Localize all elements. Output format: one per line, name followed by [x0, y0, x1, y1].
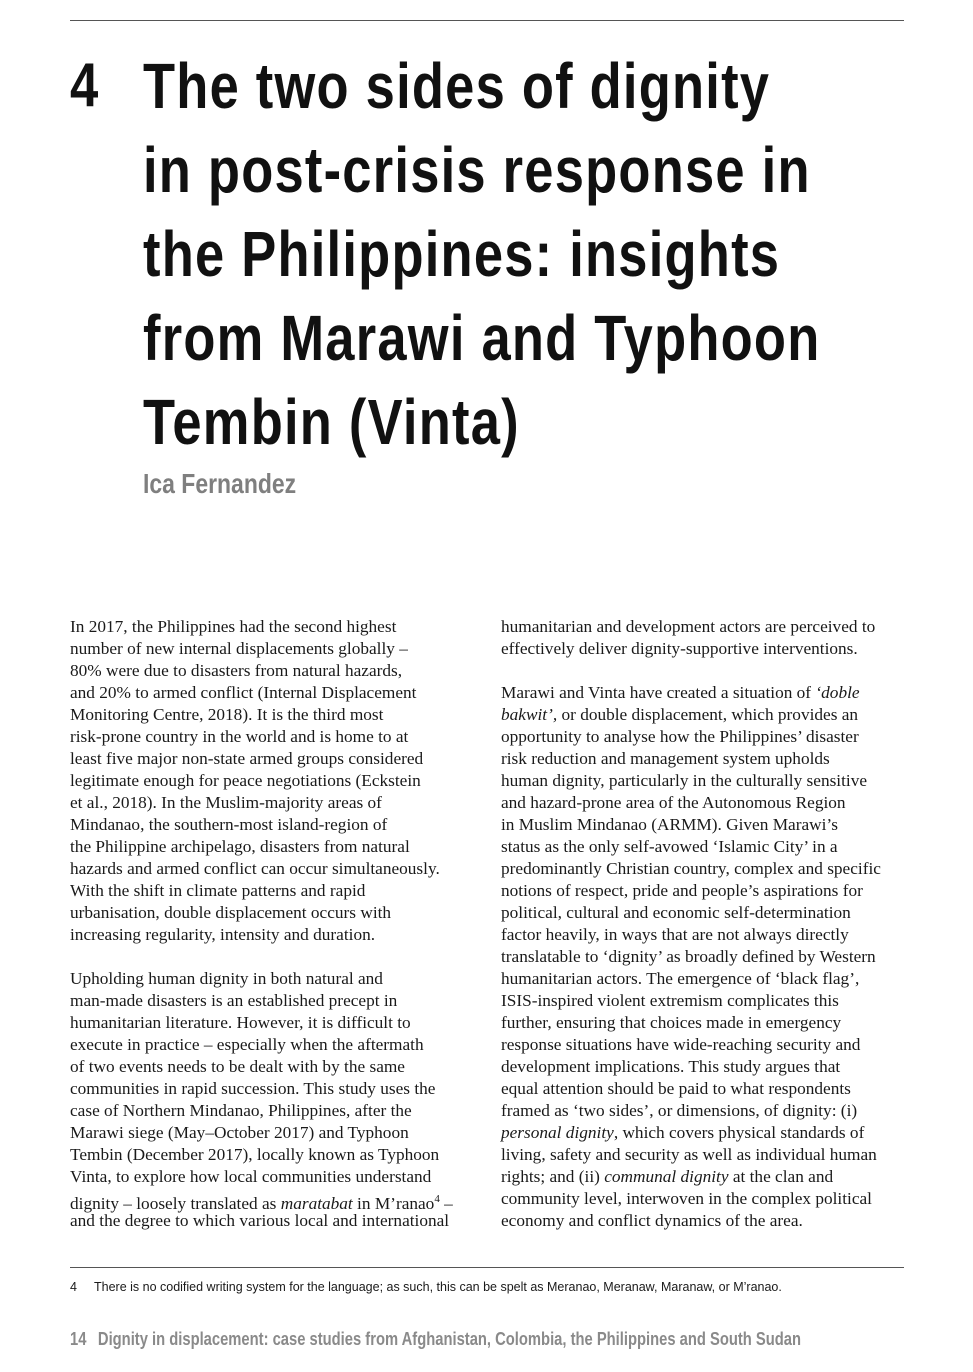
body-text: dignity – loosely translated as — [70, 1193, 277, 1213]
body-text: in M’ranao — [352, 1193, 435, 1213]
chapter-title-line: from Marawi and Typhoon — [143, 302, 821, 374]
body-line: living, safety and security as well as individual human — [501, 1145, 877, 1164]
body-line: case of Northern Mindanao, Philippines, after the — [70, 1101, 412, 1120]
body-line: of two events needs to be dealt with by the same — [70, 1057, 405, 1076]
body-line: 80% were due to disasters from natural hazards, — [70, 661, 403, 680]
body-line: development implications. This study argues that — [501, 1057, 841, 1076]
body-line: political, cultural and economic self-determination — [501, 903, 851, 922]
footnote-text: There is no codified writing system for the language; as such, this can be spelt as Meranao, Meranaw, Maranaw, or M’ranao. — [94, 1280, 782, 1294]
body-line: With the shift in climate patterns and rapid — [70, 881, 366, 900]
body-line: legitimate enough for peace negotiations (Eckstein — [70, 771, 421, 790]
body-line: equal attention should be paid to what respondents — [501, 1079, 851, 1098]
body-text: Marawi and Vinta have created a situation of — [501, 683, 812, 702]
body-line: further, ensuring that choices made in emergency — [501, 1013, 842, 1032]
footnote-rule — [70, 1267, 904, 1268]
paragraph-gap — [70, 946, 475, 968]
body-line: and the degree to which various local and international — [70, 1211, 450, 1230]
page-footer — [70, 1327, 801, 1351]
body-text: , which covers physical standards of — [613, 1123, 865, 1142]
chapter-title-line: Tembin (Vinta) — [143, 386, 520, 458]
body-line: factor heavily, in ways that are not always directly — [501, 925, 849, 944]
body-line: opportunity to analyse how the Philippines’ disaster — [501, 727, 859, 746]
emphasis-doble: ‘doble — [815, 683, 860, 702]
body-line: Vinta, to explore how local communities understand — [70, 1167, 432, 1186]
body-line — [501, 682, 911, 704]
body-line: community level, interwoven in the complex political — [501, 1189, 872, 1208]
body-line: ISIS-inspired violent extremism complicates this — [501, 991, 839, 1010]
body-line: execute in practice – especially when the aftermath — [70, 1035, 424, 1054]
body-line: notions of respect, pride and people’s aspirations for — [501, 881, 863, 900]
body-line: in Muslim Mindanao (ARMM). Given Marawi’s — [501, 815, 838, 834]
body-line: and hazard-prone area of the Autonomous Region — [501, 793, 846, 812]
body-line: Upholding human dignity in both natural and — [70, 969, 383, 988]
body-line: status as the only self-avowed ‘Islamic City’ in a — [501, 837, 838, 856]
emphasis-communal-dignity: communal dignity — [604, 1167, 729, 1186]
body-line: humanitarian and development actors are perceived to — [501, 617, 876, 636]
body-text: rights; and (ii) — [501, 1167, 600, 1186]
body-line: effectively deliver dignity-supportive interventions. — [501, 639, 858, 658]
body-line — [501, 1122, 911, 1144]
body-line: Tembin (December 2017), locally known as Typhoon — [70, 1145, 440, 1164]
body-line: et al., 2018). In the Muslim-majority areas of — [70, 793, 382, 812]
body-line: predominantly Christian country, complex and specific — [501, 859, 881, 878]
chapter-title-line: in post-crisis response in — [143, 134, 811, 206]
emphasis-bakwit: bakwit’, — [501, 705, 558, 724]
body-line: the Philippine archipelago, disasters from natural — [70, 837, 410, 856]
body-column-left — [70, 616, 475, 1232]
body-line: human dignity, particularly in the culturally sensitive — [501, 771, 868, 790]
body-column-right — [501, 616, 911, 1232]
author-name: Ica Fernandez — [143, 468, 297, 499]
body-line: framed as ‘two sides’, or dimensions, of dignity: (i) — [501, 1101, 858, 1120]
emphasis-personal-dignity: personal dignity — [501, 1123, 614, 1142]
body-text: at the clan and — [728, 1167, 834, 1186]
body-line: economy and conflict dynamics of the area. — [501, 1211, 803, 1230]
body-line: man-made disasters is an established precept in — [70, 991, 398, 1010]
emphasis-maratabat: maratabat — [280, 1193, 353, 1213]
body-line: response situations have wide-reaching security and — [501, 1035, 861, 1054]
body-line: hazards and armed conflict can occur simultaneously. — [70, 859, 440, 878]
body-text: – — [439, 1193, 453, 1213]
page-number: 14 — [70, 1329, 87, 1349]
body-line: number of new internal displacements globally – — [70, 639, 408, 658]
body-line: and 20% to armed conflict (Internal Displacement — [70, 683, 417, 702]
body-line: In 2017, the Philippines had the second highest — [70, 617, 397, 636]
body-line: increasing regularity, intensity and duration. — [70, 925, 376, 944]
body-line: Mindanao, the southern-most island-region of — [70, 815, 388, 834]
body-line: Marawi siege (May–October 2017) and Typhoon — [70, 1123, 409, 1142]
body-line: urbanisation, double displacement occurs with — [70, 903, 392, 922]
footnote-number: 4 — [70, 1280, 77, 1294]
body-line: humanitarian actors. The emergence of ‘black flag’, — [501, 969, 860, 988]
body-line: communities in rapid succession. This study uses the — [70, 1079, 436, 1098]
body-line: risk reduction and management system upholds — [501, 749, 830, 768]
footnote-reference[interactable]: 4 — [434, 1193, 440, 1205]
body-text: or double displacement, which provides an — [557, 705, 859, 724]
chapter-title-line: the Philippines: insights — [143, 218, 781, 290]
paragraph-gap — [501, 660, 911, 682]
body-line: translatable to ‘dignity’ as broadly defined by Western — [501, 947, 876, 966]
body-line: humanitarian literature. However, it is difficult to — [70, 1013, 411, 1032]
publication-title: Dignity in displacement: case studies from Afghanistan, Colombia, the Philippines and South Sudan — [97, 1329, 802, 1349]
body-line: least five major non-state armed groups considered — [70, 749, 424, 768]
body-line — [501, 1166, 911, 1188]
body-line — [501, 704, 911, 726]
chapter-title-line: The two sides of dignity — [143, 50, 771, 122]
body-line: Monitoring Centre, 2018). It is the third most — [70, 705, 384, 724]
chapter-number: 4 — [70, 51, 100, 120]
body-line — [70, 1188, 475, 1213]
footnote — [70, 1278, 782, 1296]
top-rule — [70, 20, 904, 21]
body-line: risk-prone country in the world and is home to at — [70, 727, 409, 746]
chapter-title — [143, 44, 893, 464]
